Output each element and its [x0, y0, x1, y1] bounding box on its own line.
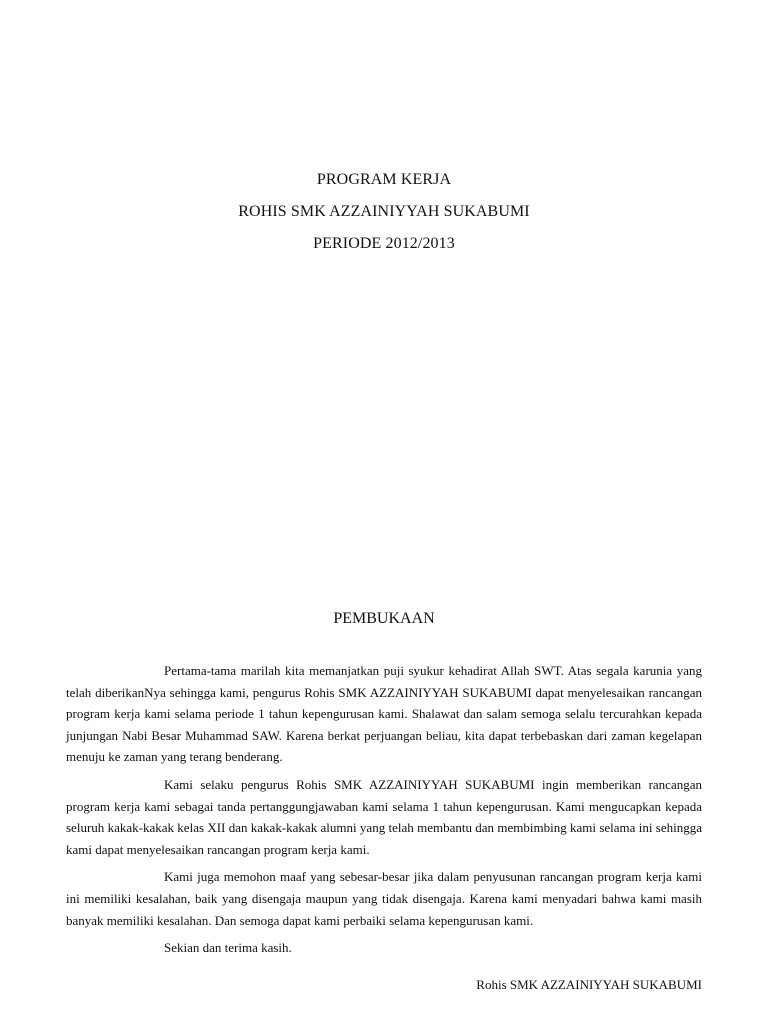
paragraph-1: Pertama-tama marilah kita memanjatkan puji syukur kehadirat Allah SWT. Atas segala karunia yang telah diberikanNya sehingga kami, pengurus Rohis SMK AZZAINIYYAH SUKABUMI dapat menyelesaikan rancangan program kerja kami selama periode 1 tahun kepengurusan kami. Shalawat dan salam semoga selalu tercurahkan kepada junjungan Nabi Besar Muhammad SAW. Karena berkat perjuangan beliau, kita dapat terbebaskan dari zaman kegelapan menuju ke zaman yang terang benderang.: [66, 663, 702, 765]
title-line-program: PROGRAM KERJA: [316, 171, 452, 188]
document-title: [0, 164, 768, 260]
section-heading: PEMBUKAAN: [333, 610, 435, 627]
title-line-organization: ROHIS SMK AZZAINIYYAH SUKABUMI: [238, 203, 530, 220]
document-body: [66, 660, 702, 965]
title-line-period: PERIODE 2012/2013: [313, 235, 455, 252]
paragraph-2: Kami selaku pengurus Rohis SMK AZZAINIYYAH SUKABUMI ingin memberikan rancangan program kerja kami sebagai tanda pertanggungjawaban kami selama 1 tahun kepengurusan. Kami mengucapkan kepada seluruh kakak-kakak kelas XII dan kakak-kakak alumni yang telah membantu dan membimbing kami selama ini sehingga kami dapat menyelesaikan rancangan program kerja kami.: [66, 776, 702, 857]
signature: Rohis SMK AZZAINIYYAH SUKABUMI: [476, 977, 702, 992]
closing-line: Sekian dan terima kasih.: [164, 940, 292, 956]
paragraph-3: Kami juga memohon maaf yang sebesar-besar jika dalam penyusunan rancangan program kerja kami ini memiliki kesalahan, baik yang disengaja maupun yang tidak disengaja. Karena kami menyadari bahwa kami masih banyak memiliki kesalahan. Dan semoga dapat kami perbaiki selama kepengurusan kami.: [66, 869, 702, 928]
